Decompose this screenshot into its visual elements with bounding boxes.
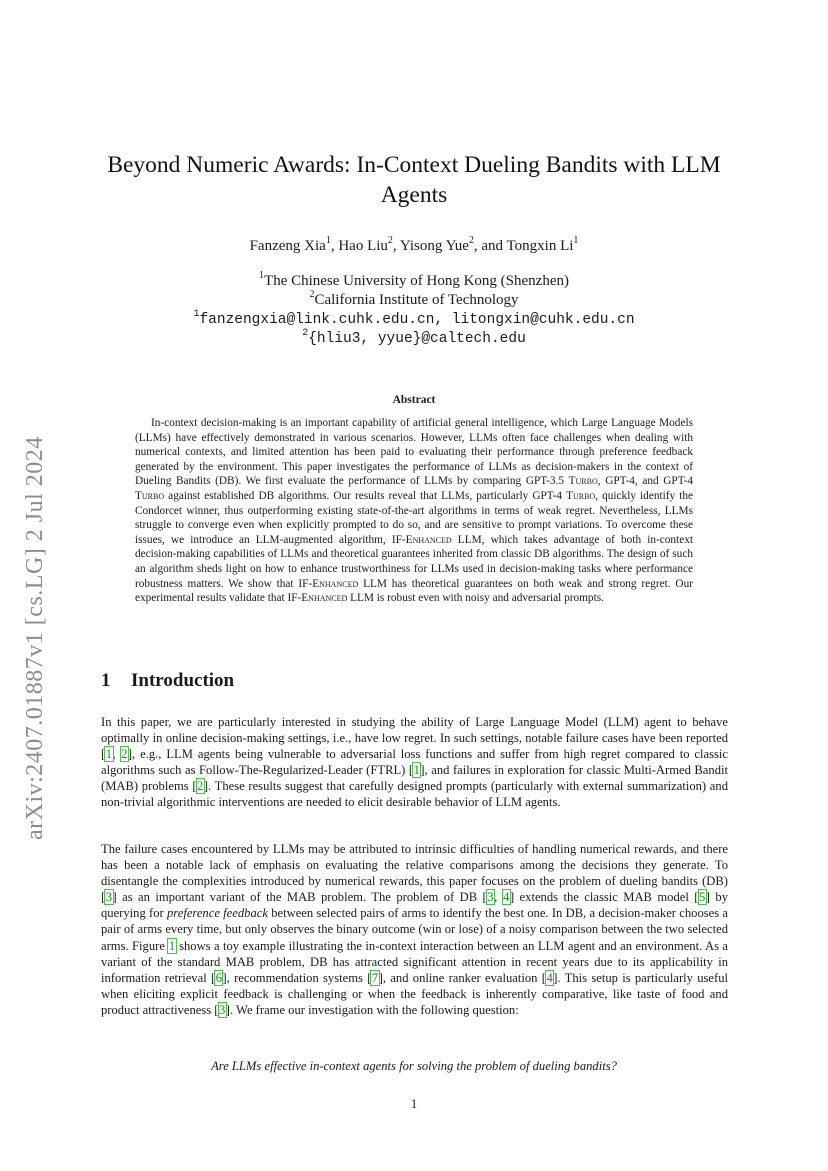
- citation-link[interactable]: 4: [546, 970, 553, 985]
- affiliation: [80, 272, 748, 291]
- abstract-text: LLM has theoretical guarantees on both weak and strong regret. Our experimental results validate that IF-: [135, 577, 693, 605]
- author-affiliation-mark: 1: [325, 235, 331, 246]
- body-text: ], recommendation systems [: [222, 970, 372, 985]
- author-affiliation-mark: 1: [573, 235, 579, 246]
- citation-link[interactable]: 3: [487, 890, 494, 905]
- body-text: between selected pairs of arms to identify the best one. In DB, a decision-maker chooses a pair of arms every time, but only observes the binary outcome (win or lose) of a noisy comparison between the two selected arms. Figure: [101, 906, 729, 953]
- intro-paragraph-2: [101, 841, 728, 1018]
- citation-link[interactable]: 2: [197, 779, 204, 794]
- abstract-text: , GPT-4, and GPT-4: [597, 475, 693, 488]
- small-caps-text: Turbo: [135, 489, 165, 502]
- body-text: ] as an important variant of the MAB problem. The problem of DB [: [112, 890, 487, 905]
- author-affiliation-mark: 2: [387, 235, 393, 246]
- small-caps-text: Turbo: [568, 475, 598, 488]
- figure-link[interactable]: 1: [168, 938, 176, 953]
- author-affiliation-mark: 2: [468, 235, 474, 246]
- email-line: [80, 311, 748, 330]
- page-number: 1: [410, 1097, 418, 1111]
- affiliation-mark: 1: [259, 270, 265, 281]
- author-separator: ,: [392, 238, 400, 254]
- email-mark: 2: [302, 328, 309, 340]
- citation-link[interactable]: 7: [371, 970, 379, 985]
- abstract-text: against established DB algorithms. Our results reveal that LLMs, particularly GPT-4: [164, 489, 567, 502]
- abstract-body: [135, 416, 693, 606]
- abstract-text: LLM, which takes advantage of both in-context decision-making capabilities of LLMs and theoretical guarantees inherited from classic DB algorithms. The design of such an algorithm sheds light on how to enhance trustworthiness for LLMs used in decision-making tasks where performance robustness matters. We show that IF-: [135, 533, 693, 590]
- body-text: The failure cases encountered by LLMs may be attributed to intrinsic difficulties of handling numerical rewards, and there has been a notable lack of emphasis on evaluating the relative comparisons among the decisions they generate. To disentangle the complexities introduced by numerical rewards, this paper focuses on the problem of dueling bandits (DB) [: [101, 842, 728, 905]
- section-heading: [101, 670, 234, 692]
- body-text: ]. These results suggest that carefully designed prompts (particularly with external summarization) and non-trivial algorithmic interventions are needed to elicit desirable behavior of LLM agents.: [101, 779, 728, 810]
- body-text: ], and online ranker evaluation [: [378, 970, 546, 985]
- citation-link[interactable]: 2: [121, 747, 128, 762]
- author-separator: ,: [330, 238, 339, 254]
- small-caps-text: Enhanced: [312, 577, 359, 590]
- body-text: ]. We frame our investigation with the following question:: [225, 1002, 519, 1017]
- paper-title: Beyond Numeric Awards: In-Context Dueling Bandits with LLM Agents: [107, 152, 721, 208]
- citation-link[interactable]: 1: [413, 763, 420, 778]
- affiliation: [80, 291, 748, 310]
- small-caps-text: Turbo: [566, 489, 596, 502]
- body-text: In this paper, we are particularly interested in studying the ability of Large Language Model (LLM) agent to behave optimally in online decision-making settings, i.e., have low regret. In such settings, notable failure cases have been reported [: [101, 715, 728, 762]
- abstract-text: , quickly identify the Condorcet winner, thus outperforming existing state-of-the-art algorithms in terms of weak regret. Nevertheless, LLMs struggle to converge even when explicitly prompted to do so, and are sensitive to prompt variations. To overcome these issues, we introduce an LLM-augmented algorithm, IF-: [135, 489, 693, 546]
- small-caps-text: Enhanced: [405, 533, 452, 546]
- body-text: ] extends the classic MAB model [: [509, 890, 699, 905]
- author-name: Yisong Yue: [399, 238, 469, 254]
- body-text: ,: [494, 890, 503, 905]
- citation-link[interactable]: 4: [503, 890, 510, 905]
- citation-link[interactable]: 3: [219, 1002, 226, 1017]
- intro-paragraph-1: [101, 714, 728, 811]
- author-separator: , and: [473, 238, 507, 254]
- body-text: ,: [112, 747, 121, 762]
- abstract-heading: Abstract: [392, 394, 436, 406]
- small-caps-text: Enhanced: [301, 592, 348, 605]
- affiliation-text: California Institute of Technology: [314, 292, 519, 308]
- author-name: Tongxin Li: [506, 238, 574, 254]
- arxiv-identifier: arXiv:2407.01887v1 [cs.LG] 2 Jul 2024: [22, 436, 48, 840]
- research-question: Are LLMs effective in-context agents for solving the problem of dueling bandits?: [211, 1059, 617, 1073]
- section-title: Introduction: [131, 670, 235, 691]
- author-list: [80, 236, 748, 256]
- body-text: ]. This setup is particularly useful when eliciting explicit feedback is challenging or when the feedback is inherently comparative, like taste of food and product attractiveness [: [101, 970, 728, 1017]
- body-text: ], and failures in exploration for classic Multi-Armed Bandit (MAB) problems [: [101, 763, 728, 794]
- abstract-text: LLM is robust even with noisy and adversarial prompts.: [347, 592, 604, 605]
- emphasis-text: preference feedback: [167, 906, 268, 921]
- affiliation-text: The Chinese University of Hong Kong (Shenzhen): [264, 273, 569, 289]
- affiliation-mark: 2: [309, 289, 315, 300]
- email-line: [80, 330, 748, 349]
- citation-link[interactable]: 6: [215, 970, 222, 985]
- citation-link[interactable]: 5: [699, 890, 706, 905]
- author-name: Hao Liu: [338, 238, 388, 254]
- body-text: ] by querying for: [101, 890, 729, 921]
- email-text: {hliu3, yyue}@caltech.edu: [308, 331, 526, 347]
- email-text: fanzengxia@link.cuhk.edu.cn, litongxin@cuhk.edu.cn: [199, 312, 635, 328]
- abstract-paragraph: [135, 416, 693, 606]
- body-text: ], e.g., LLM agents being vulnerable to adversarial loss functions and suffer from high regret compared to classic algorithms such as Follow-The-Regularized-Leader (FTRL) [: [101, 747, 729, 778]
- abstract-text: In-context decision-making is an important capability of artificial general intelligence, which Large Language Models (LLMs) have effectively demonstrated in various scenarios. However, LLMs often face challenges when dealing with numerical contexts, and limited attention has been paid to evaluating their performance through preference feedback generated by the environment. This paper investigates the performance of LLMs as decision-makers in the context of Dueling Bandits (DB). We first evaluate the performance of LLMs by comparing GPT-3.5: [135, 417, 693, 488]
- section-number: 1: [101, 670, 111, 691]
- body-text: shows a toy example illustrating the in-context interaction between an LLM agent and an environment. As a variant of the standard MAB problem, DB has attracted significant attention in recent years due to its applicability in information retrieval [: [101, 938, 728, 985]
- citation-link[interactable]: 1: [105, 747, 112, 762]
- citation-link[interactable]: 3: [105, 890, 112, 905]
- author-name: Fanzeng Xia: [249, 238, 326, 254]
- email-mark: 1: [193, 309, 200, 321]
